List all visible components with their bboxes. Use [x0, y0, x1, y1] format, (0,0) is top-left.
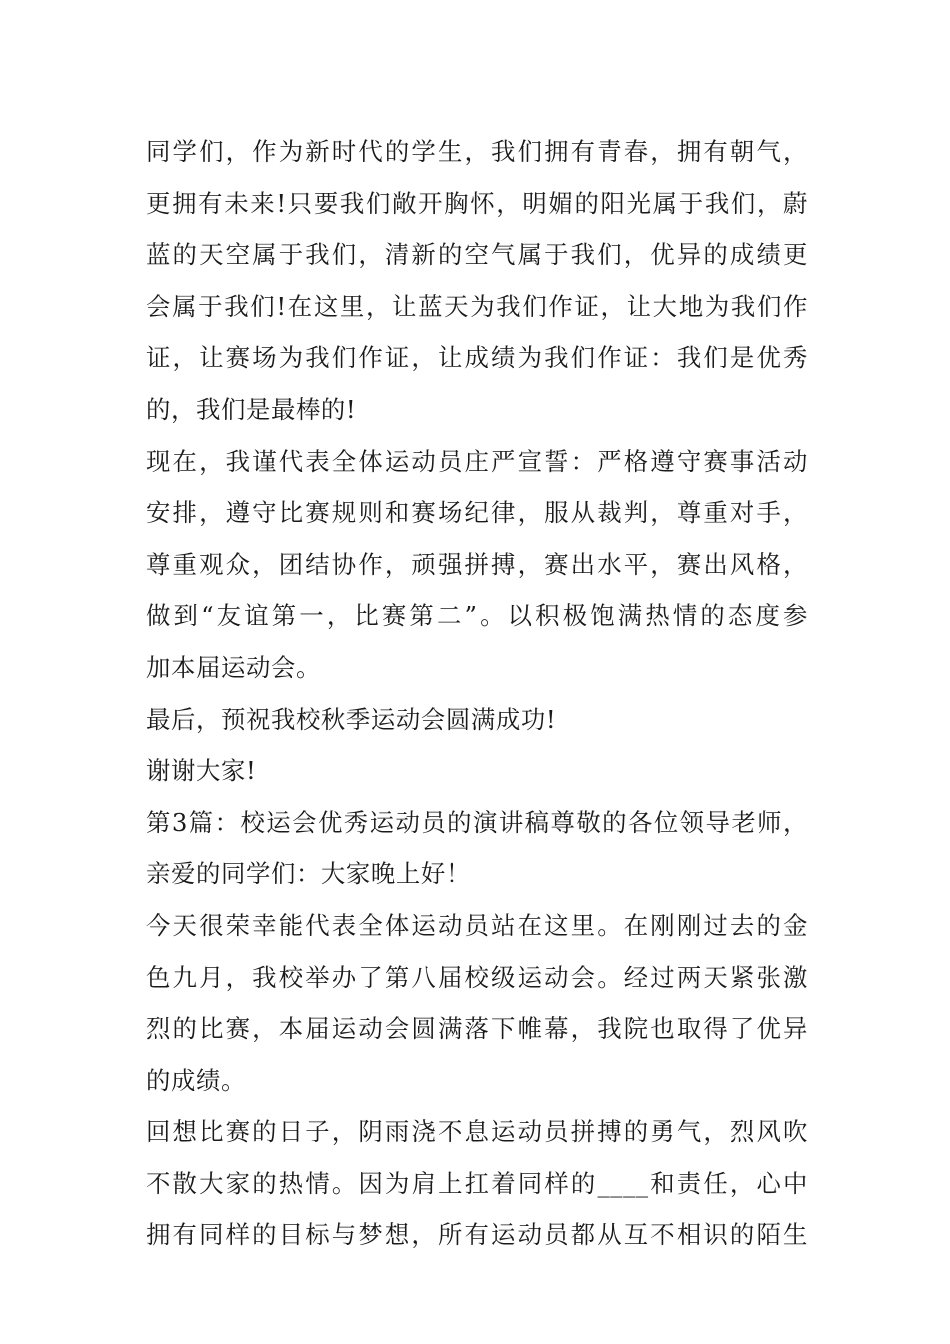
text-line: 的成绩。	[146, 1065, 246, 1095]
text-line: 回想比赛的日子，阴雨浇不息运动员拼搏的勇气，烈风吹	[146, 1117, 808, 1147]
text-line: 最后，预祝我校秋季运动会圆满成功!	[146, 704, 557, 734]
text-line: 现在，我谨代表全体运动员庄严宣誓：严格遵守赛事活动	[146, 446, 808, 476]
text-line: 同学们，作为新时代的学生，我们拥有青春，拥有朝气，	[146, 137, 808, 166]
text-line: 色九月，我校举办了第八届校级运动会。经过两天紧张激	[146, 962, 808, 992]
text-line: 做到“友谊第一，比赛第二”。以积极饱满热情的态度参	[146, 601, 808, 631]
text-line: 证，让赛场为我们作证，让成绩为我们作证：我们是优秀	[146, 343, 808, 373]
text-line: 今天很荣幸能代表全体运动员站在这里。在刚刚过去的金	[146, 910, 808, 940]
text-line: 尊重观众，团结协作，顽强拼搏，赛出水平，赛出风格，	[146, 549, 808, 579]
document-text	[146, 126, 808, 1261]
text-line: 不散大家的热情。因为肩上扛着同样的____和责任，心中	[146, 1168, 808, 1198]
text-line: 谢谢大家!	[146, 756, 257, 786]
text-line: 安排，遵守比赛规则和赛场纪律，服从裁判，尊重对手，	[146, 498, 808, 528]
text-line: 的，我们是最棒的!	[146, 394, 357, 424]
text-line: 拥有同样的目标与梦想，所有运动员都从互不相识的陌生	[146, 1220, 808, 1250]
text-line: 加本届运动会。	[146, 652, 321, 682]
text-line: 会属于我们!在这里，让蓝天为我们作证，让大地为我们作	[146, 291, 808, 321]
text-line: 烈的比赛，本届运动会圆满落下帷幕，我院也取得了优异	[146, 1014, 808, 1044]
text-line: 亲爱的同学们：大家晚上好！	[146, 859, 471, 889]
text-line: 更拥有未来!只要我们敞开胸怀，明媚的阳光属于我们，蔚	[146, 188, 808, 218]
section-heading-line: 第3篇：校运会优秀运动员的演讲稿尊敬的各位领导老师，	[146, 807, 808, 837]
text-line: 蓝的天空属于我们，清新的空气属于我们，优异的成绩更	[146, 240, 808, 270]
